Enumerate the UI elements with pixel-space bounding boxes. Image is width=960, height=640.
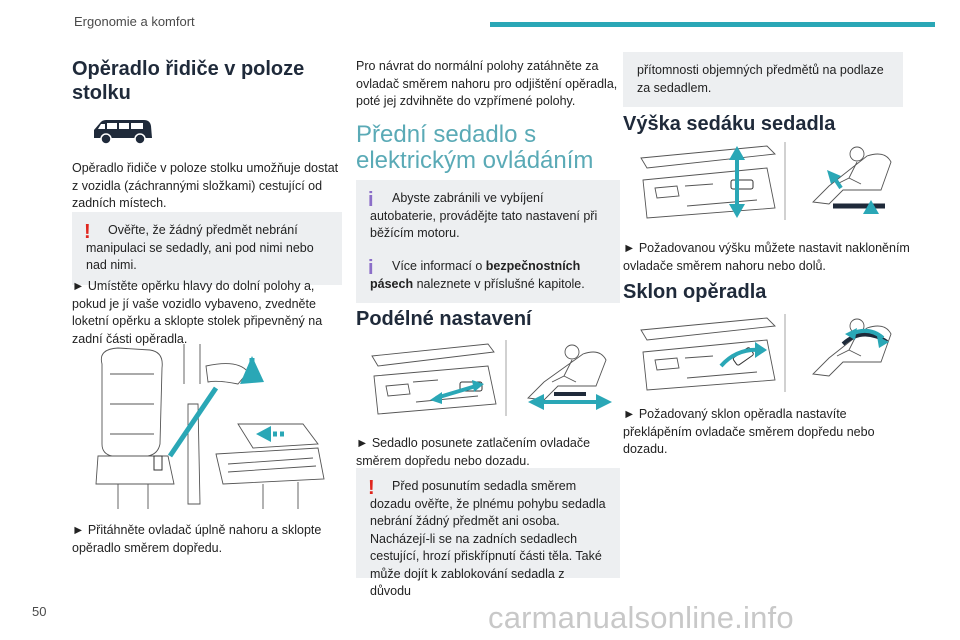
warning-icon: ! (368, 477, 375, 499)
seat-height-illustration (637, 136, 905, 224)
seat-table-illustration (88, 344, 338, 512)
warning-text: Ověřte, že žádný předmět nebrání manipulaci se sedadly, ani pod nimi nebo nad nimi. (86, 223, 314, 272)
backrest-tilt-illustration (637, 308, 905, 394)
info-box-battery (356, 180, 620, 253)
watermark: carmanualsonline.info (488, 600, 794, 635)
title-longitudinal: Podélné nastavení (356, 308, 532, 330)
intro-paragraph: Opěradlo řidiče v poloze stolku umožňuje dostat z vozidla (záchrannými složkami) cestující od zadních místech. (72, 161, 339, 210)
step-backrest-tilt: ► Požadovaný sklon opěradla nastavíte překlápěním ovladače směrem dopředu nebo dozadu. (623, 407, 875, 456)
warning-continued-text: přítomnosti objemných předmětů na podlaze za sedadlem. (637, 63, 884, 95)
step-headrest: ► Umístěte opěrku hlavy do dolní polohy a, pokud je jí vaše vozidlo vybaveno, zvedněte loketní opěrku a sklopte stolek připevněný na zadní části opěradla. (72, 279, 323, 346)
title-seat-height: Výška sedáku sedadla (623, 113, 836, 135)
warning-icon: ! (84, 221, 91, 243)
step-seat-height: ► Požadovanou výšku můžete nastavit nakloněním ovladače směrem nahoru nebo dolů. (623, 241, 910, 273)
step-longitudinal: ► Sedadlo posunete zatlačením ovladače směrem dopředu nebo dozadu. (356, 436, 591, 468)
van-icon (90, 116, 156, 146)
warning-box (72, 212, 342, 285)
page-number: 50 (32, 604, 47, 619)
longitudinal-illustration (368, 336, 620, 418)
info-seatbelt-text: Více informací o bezpečnostních pásech naleznete v příslušné kapitole. (370, 259, 585, 291)
warning-box-continued (623, 52, 903, 107)
title-table-position: Opěradlo řidiče v poloze stolku (72, 58, 305, 104)
section-label: Ergonomie a komfort (74, 14, 195, 29)
info-box-seatbelt (356, 248, 620, 303)
info-battery-text: Abyste zabránili ve vybíjení autobaterie, provádějte tato nastavení při běžícím motoru. (370, 191, 598, 240)
title-backrest-tilt: Sklon opěradla (623, 281, 767, 303)
info-icon: i (368, 257, 374, 279)
header-accent-bar (490, 22, 935, 27)
warning-longitudinal-text: Před posunutím sedadla směrem dozadu ověřte, že plnému pohybu sedadla nebrání žádný předmět ani osoba. Nacházejí-li se na zadních sedadlech cestující, hrozí přiskřípnutí části těla. Také může dojít k zablokování sedadla z důvodu (370, 479, 606, 598)
title-electric-seat: Přední sedadlo s elektrickým ovládáním (356, 121, 594, 174)
step-pull-lever: ► Přitáhněte ovladač úplně nahoru a sklopte opěradlo směrem dopředu. (72, 523, 322, 555)
info-icon: i (368, 189, 374, 211)
warning-box-longitudinal (356, 468, 620, 598)
return-paragraph: Pro návrat do normální polohy zatáhněte za ovladač směrem nahoru pro odjištění opěradla, poté jej zdvihněte do vzpřímené polohy. (356, 59, 618, 108)
